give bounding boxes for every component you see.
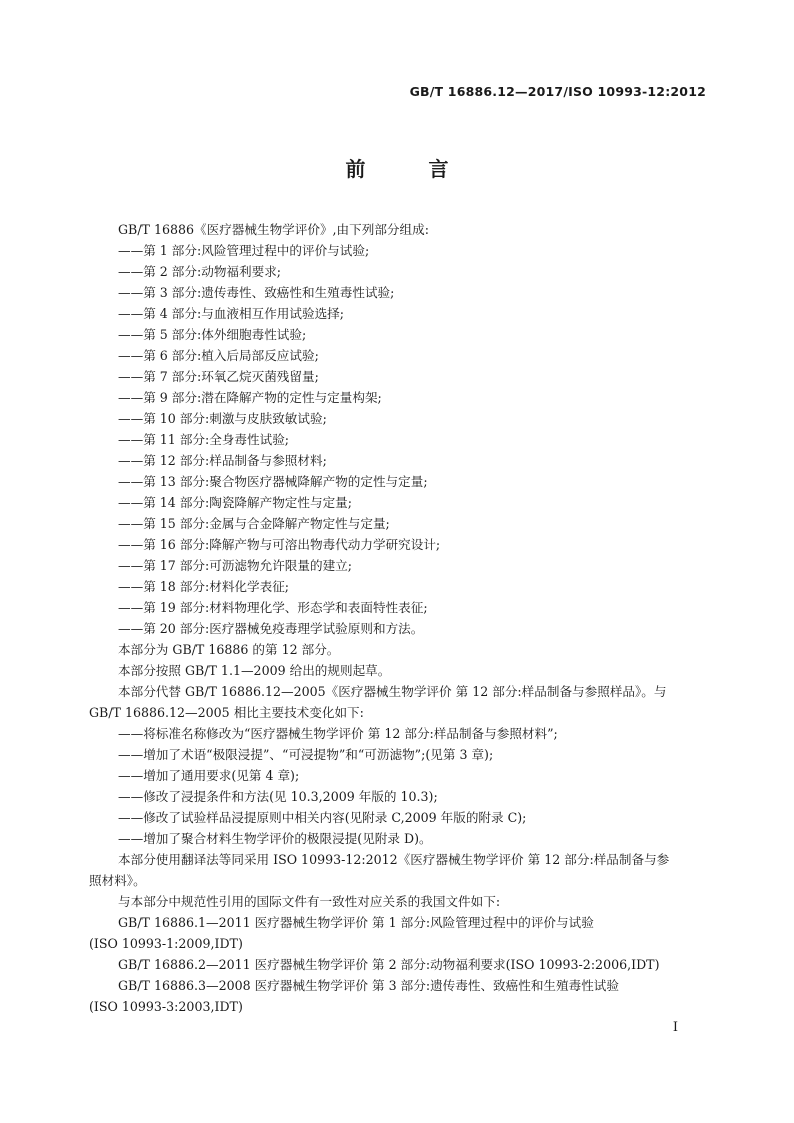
list-item: ——修改了试验样品浸提原则中相关内容(见附录 C,2009 年版的附录 C);	[118, 810, 527, 825]
list-item: ——第 18 部分:材料化学表征;	[118, 579, 290, 594]
list-item: ——第 9 部分:潜在降解产物的定性与定量构架;	[118, 390, 382, 405]
list-item: ——增加了通用要求(见第 4 章);	[118, 768, 300, 783]
list-item: ——第 5 部分:体外细胞毒性试验;	[118, 327, 307, 342]
list-item: ——第 20 部分:医疗器械免疫毒理学试验原则和方法。	[118, 621, 424, 636]
list-item: ——第 2 部分:动物福利要求;	[118, 264, 282, 279]
list-item: ——第 3 部分:遗传毒性、致癌性和生殖毒性试验;	[118, 285, 395, 300]
list-item: ——第 4 部分:与血液相互作用试验选择;	[118, 306, 345, 321]
reference-line: GB/T 16886.1—2011 医疗器械生物学评价 第 1 部分:风险管理过程中的评价与试验	[118, 915, 594, 930]
list-item: ——第 16 部分:降解产物与可溶出物毒代动力学研究设计;	[118, 537, 441, 552]
correspondence-intro: 与本部分中规范性引用的国际文件有一致性对应关系的我国文件如下:	[118, 894, 501, 909]
parts-list	[89, 240, 705, 639]
reference-line: (ISO 10993-1:2009,IDT)	[89, 936, 243, 951]
list-item: ——第 1 部分:风险管理过程中的评价与试验;	[118, 243, 370, 258]
list-item: ——第 11 部分:全身毒性试验;	[118, 432, 290, 447]
translation-statement-line1: 本部分使用翻译法等同采用 ISO 10993-12:2012《医疗器械生物学评价 第 12 部分:样品制备与参	[118, 852, 670, 867]
list-item: ——第 10 部分:刺激与皮肤致敏试验;	[118, 411, 327, 426]
reference-list	[89, 912, 705, 1017]
list-item: ——将标准名称修改为“医疗器械生物学评价 第 12 部分:样品制备与参照材料”;	[118, 726, 558, 741]
list-item: ——第 6 部分:植入后局部反应试验;	[118, 348, 319, 363]
part-statement: 本部分为 GB/T 16886 的第 12 部分。	[118, 642, 340, 657]
page-number: I	[672, 1020, 678, 1035]
list-item: ——第 13 部分:聚合物医疗器械降解产物的定性与定量;	[118, 474, 428, 489]
intro-line: GB/T 16886《医疗器械生物学评价》,由下列部分组成:	[118, 222, 429, 237]
reference-line: GB/T 16886.3—2008 医疗器械生物学评价 第 3 部分:遗传毒性、致癌性和生殖毒性试验	[118, 978, 619, 993]
list-item: ——增加了聚合材料生物学评价的极限浸提(见附录 D)。	[118, 831, 432, 846]
list-item: ——第 15 部分:金属与合金降解产物定性与定量;	[118, 516, 390, 531]
replaces-statement-line2: GB/T 16886.12—2005 相比主要技术变化如下:	[89, 705, 364, 720]
translation-statement-line2: 照材料》。	[89, 873, 146, 888]
list-item: ——第 19 部分:材料物理化学、形态学和表面特性表征;	[118, 600, 428, 615]
list-item: ——增加了术语“极限浸提”、“可浸提物”和“可沥滤物”;(见第 3 章);	[118, 747, 494, 762]
standard-id: GB/T 16886.12—2017/ISO 10993-12:2012	[409, 84, 706, 99]
replaces-statement-line1: 本部分代替 GB/T 16886.12—2005《医疗器械生物学评价 第 12 部分:样品制备与参照样品》。与	[118, 684, 667, 699]
list-item: ——第 12 部分:样品制备与参照材料;	[118, 453, 327, 468]
page-title: 前 言	[345, 157, 477, 181]
changes-list	[89, 723, 705, 849]
foreword-body	[89, 219, 705, 1017]
list-item: ——第 14 部分:陶瓷降解产物定性与定量;	[118, 495, 353, 510]
reference-line: (ISO 10993-3:2003,IDT)	[89, 999, 243, 1014]
list-item: ——第 17 部分:可沥滤物允许限量的建立;	[118, 558, 353, 573]
drafting-rule: 本部分按照 GB/T 1.1—2009 给出的规则起草。	[118, 663, 391, 678]
list-item: ——修改了浸提条件和方法(见 10.3,2009 年版的 10.3);	[118, 789, 438, 804]
reference-line: GB/T 16886.2—2011 医疗器械生物学评价 第 2 部分:动物福利要求(ISO 10993-2:2006,IDT)	[118, 957, 660, 972]
list-item: ——第 7 部分:环氧乙烷灭菌残留量;	[118, 369, 319, 384]
